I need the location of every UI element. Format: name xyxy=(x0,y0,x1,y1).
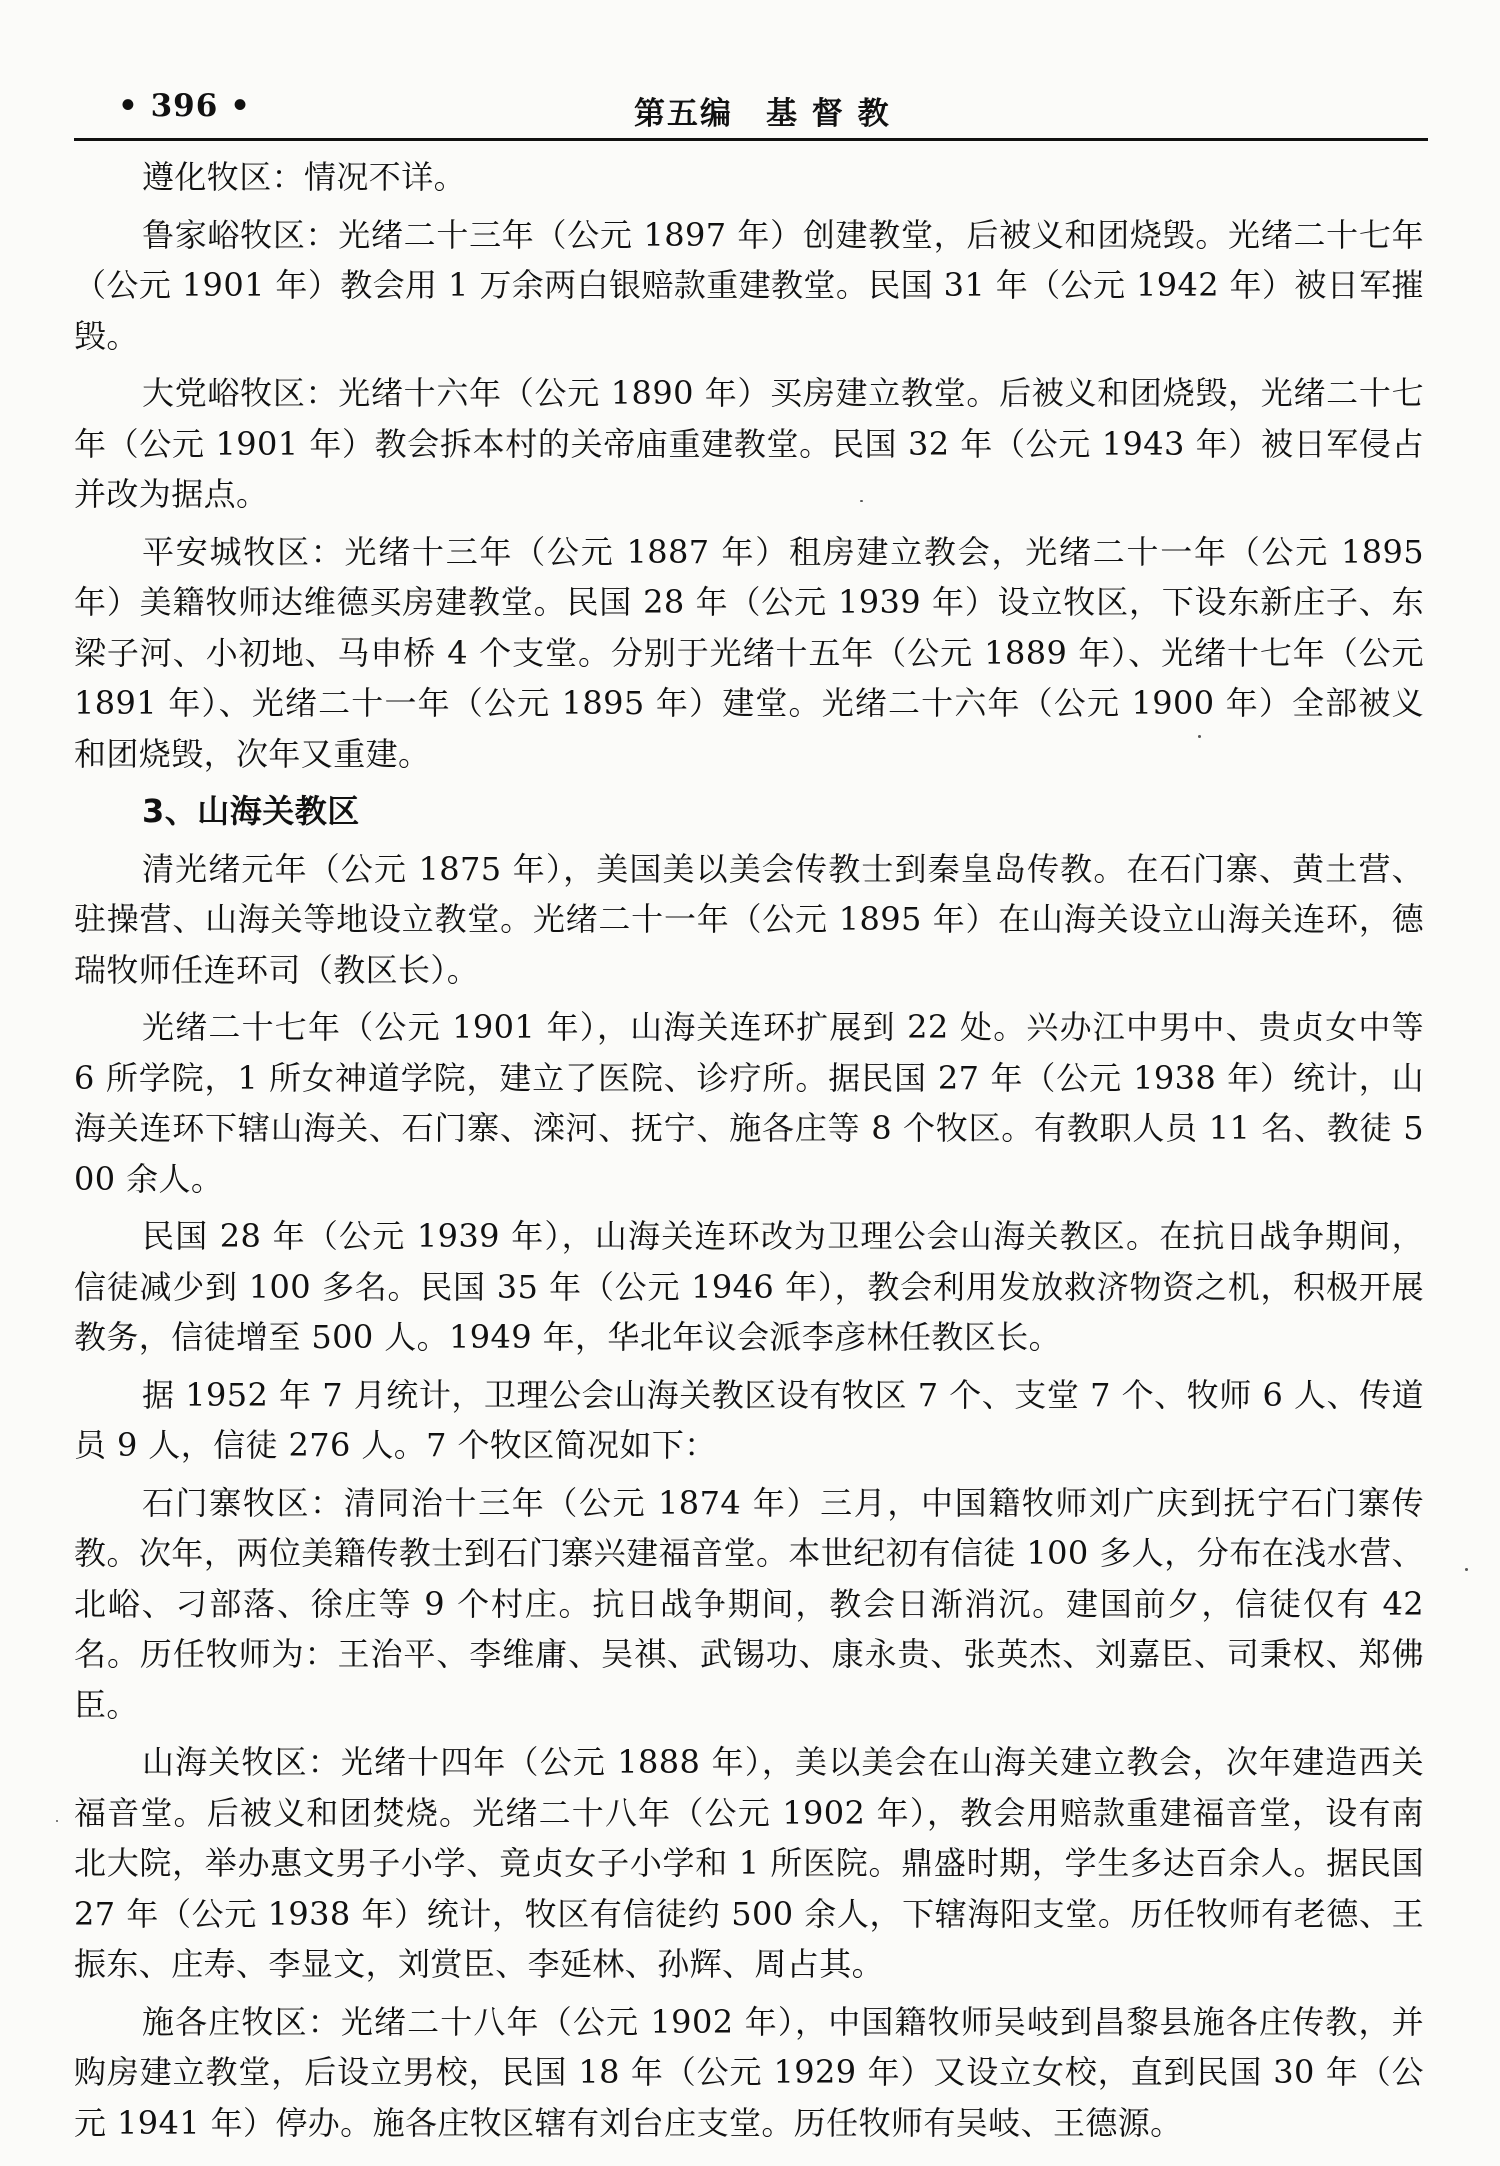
paragraph-pinganan: 平安城牧区：光绪十三年（公元 1887 年）租房建立教会，光绪二十一年（公元 1895 年）美籍牧师达维德买房建教堂。民国 28 年（公元 1939 年）设立牧区，下设东新庄子、东梁子河、小初地、马申桥 4 个支堂。分别于光绪十五年（公元 1889 年）、光绪十七年（公元 1891 年）、光绪二十一年（公元 1895 年）建堂。光绪二十六年（公元 1900 年）全部被义和团烧毁，次年又重建。 xyxy=(74,532,1424,773)
paragraph-guangxu-27: 光绪二十七年（公元 1901 年），山海关连环扩展到 22 处。兴办江中男中、贵贞女中等 6 所学院，1 所女神道学院，建立了医院、诊疗所。据民国 27 年（公元 1938 年）统计，山海关连环下辖山海关、石门寨、滦河、抚宁、施各庄等 8 个牧区。有教职人员 11 名、教徒 500 余人。 xyxy=(74,1008,1424,1198)
scan-speck xyxy=(1198,735,1201,738)
body-text xyxy=(74,152,1424,2155)
page-number: • 396 • xyxy=(118,88,251,124)
paragraph-shimenzhai: 石门寨牧区：清同治十三年（公元 1874 年）三月，中国籍牧师刘广庆到抚宁石门寨传教。次年，两位美籍传教士到石门寨兴建福音堂。本世纪初有信徒 100 多人，分布在浅水营、北峪、刁部落、徐庄等 9 个村庄。抗日战争期间，教会日渐消沉。建国前夕，信徒仅有 42 名。历任牧师为：王治平、李维庸、吴祺、武锡功、康永贵、张英杰、刘嘉臣、司秉权、郑佛臣。 xyxy=(74,1483,1424,1724)
paragraph-zunhua: 遵化牧区：情况不详。 xyxy=(142,158,467,196)
paragraph-guangxu-yuannian: 清光绪元年（公元 1875 年），美国美以美会传教士到秦皇岛传教。在石门寨、黄土营、驻操营、山海关等地设立教堂。光绪二十一年（公元 1895 年）在山海关设立山海关连环，德瑞牧师任连环司（教区长）。 xyxy=(74,849,1424,989)
paragraph-dadangyu: 大党峪牧区：光绪十六年（公元 1890 年）买房建立教堂。后被义和团烧毁，光绪二十七年（公元 1901 年）教会拆本村的关帝庙重建教堂。民国 32 年（公元 1943 年）被日军侵占并改为据点。 xyxy=(74,374,1424,513)
header-rule xyxy=(74,138,1428,141)
scan-speck xyxy=(56,1820,58,1822)
paragraph-shanhaiguan-muqu: 山海关牧区：光绪十四年（公元 1888 年），美以美会在山海关建立教会，次年建造西关福音堂。后被义和团焚烧。光绪二十八年（公元 1902 年），教会用赔款重建福音堂，设有南北大院，举办惠文男子小学、竟贞女子小学和 1 所医院。鼎盛时期，学生多达百余人。据民国 27 年（公元 1938 年）统计，牧区有信徒约 500 余人，下辖海阳支堂。历任牧师有老德、王振东、庄寿、李显文，刘赏臣、李延林、孙辉、周占其。 xyxy=(74,1743,1424,1983)
paragraph-minguo-28: 民国 28 年（公元 1939 年），山海关连环改为卫理公会山海关教区。在抗日战争期间，信徒减少到 100 多名。民国 35 年（公元 1946 年），教会利用发放救济物资之机，积极开展教务，信徒增至 500 人。1949 年，华北年议会派李彦林任教区长。 xyxy=(74,1217,1424,1356)
section-heading-shanhaiguan: 3、山海关教区 xyxy=(142,792,360,830)
page-header xyxy=(74,86,1428,136)
scan-speck xyxy=(1465,1568,1468,1571)
running-title: 第五编 基 督 教 xyxy=(634,96,891,132)
paragraph-shigezhuang: 施各庄牧区：光绪二十八年（公元 1902 年），中国籍牧师吴岐到昌黎县施各庄传教，并购房建立教堂，后设立男校，民国 18 年（公元 1929 年）又设立女校，直到民国 30 年（公元 1941 年）停办。施各庄牧区辖有刘台庄支堂。历任牧师有吴岐、王德源。 xyxy=(74,2002,1424,2142)
paragraph-1952-statistics: 据 1952 年 7 月统计，卫理公会山海关教区设有牧区 7 个、支堂 7 个、牧师 6 人、传道员 9 人，信徒 276 人。7 个牧区简况如下： xyxy=(74,1375,1424,1464)
paragraph-lujiayu: 鲁家峪牧区：光绪二十三年（公元 1897 年）创建教堂，后被义和团烧毁。光绪二十七年（公元 1901 年）教会用 1 万余两白银赔款重建教堂。民国 31 年（公元 1942 年）被日军摧毁。 xyxy=(74,215,1424,355)
scan-speck xyxy=(860,500,863,502)
